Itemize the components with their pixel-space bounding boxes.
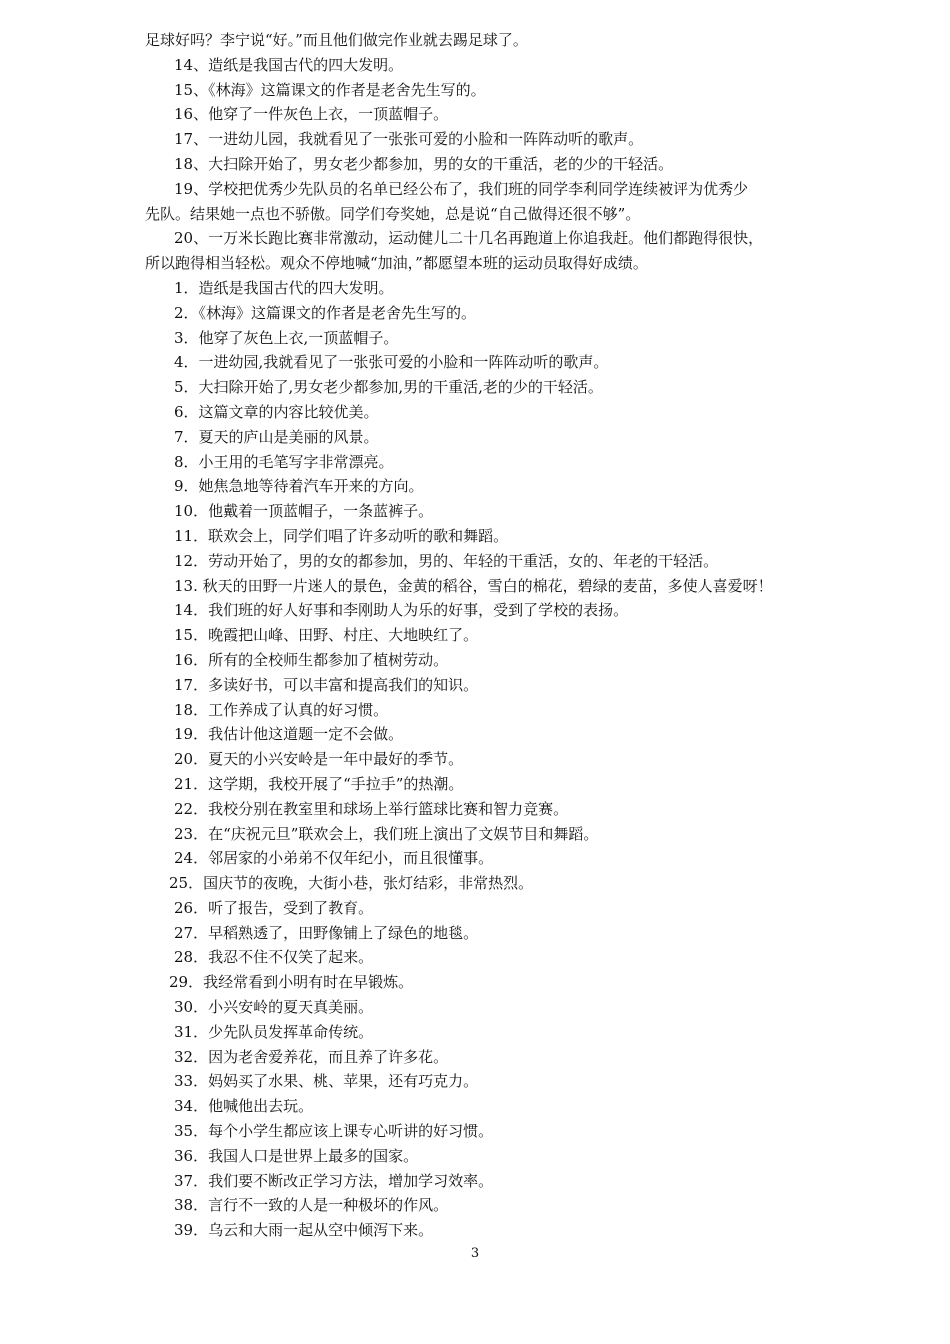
- text-line: 10．他戴着一顶蓝帽子，一条蓝裤子。: [174, 502, 434, 521]
- text-line: 27．早稻熟透了，田野像铺上了绿色的地毯。: [174, 923, 479, 942]
- text-line: 14、造纸是我国古代的四大发明。: [174, 55, 404, 74]
- text-line: 26．听了报告，受到了教育。: [174, 898, 374, 917]
- text-line: 2．《林海》这篇课文的作者是老舍先生写的。: [174, 303, 477, 322]
- text-line: 30．小兴安岭的夏天真美丽。: [174, 998, 374, 1017]
- text-line: 17．多读好书，可以丰富和提高我们的知识。: [174, 675, 479, 694]
- text-line: 38．言行不一致的人是一种极坏的作风。: [174, 1196, 449, 1215]
- text-line: 6．这篇文章的内容比较优美。: [174, 402, 379, 421]
- text-line: 24．邻居家的小弟弟不仅年纪小，而且很懂事。: [174, 849, 494, 868]
- text-line: 13. 秋天的田野一片迷人的景色，金黄的稻谷，雪白的棉花，碧绿的麦苗，多使人喜爱呀！: [174, 576, 773, 595]
- text-line: 5．大扫除开始了,男女老少都参加,男的干重活,老的少的干轻活。: [174, 378, 603, 397]
- text-line: 15、《林海》这篇课文的作者是老舍先生写的。: [174, 80, 486, 99]
- text-line: 20．夏天的小兴安岭是一年中最好的季节。: [174, 750, 464, 769]
- text-line: 25．国庆节的夜晚，大街小巷，张灯结彩，非常热烈。: [169, 874, 534, 893]
- text-line: 32．因为老舍爱养花，而且养了许多花。: [174, 1047, 449, 1066]
- text-line: 17、一进幼儿园，我就看见了一张张可爱的小脸和一阵阵动听的歌声。: [174, 130, 644, 149]
- text-line: 3．他穿了灰色上衣,一顶蓝帽子。: [174, 328, 399, 347]
- text-line: 14．我们班的好人好事和李刚助人为乐的好事，受到了学校的表扬。: [174, 601, 629, 620]
- text-line: 35．每个小学生都应该上课专心听讲的好习惯。: [174, 1122, 494, 1141]
- text-line: 1．造纸是我国古代的四大发明。: [174, 278, 394, 297]
- document-body: [145, 28, 825, 1243]
- text-line: 22．我校分别在教室里和球场上举行篮球比赛和智力竞赛。: [174, 799, 569, 818]
- page-number: 3: [470, 1246, 480, 1261]
- text-line: 18．工作养成了认真的好习惯。: [174, 700, 389, 719]
- text-line: 21．这学期，我校开展了“手拉手”的热潮。: [174, 774, 464, 793]
- text-line: 19、学校把优秀少先队员的名单已经公布了，我们班的同学李利同学连续被评为优秀少: [174, 179, 749, 198]
- text-line: 7．夏天的庐山是美丽的风景。: [174, 427, 379, 446]
- text-line: 9．她焦急地等待着汽车开来的方向。: [174, 477, 424, 496]
- text-line: 34．他喊他出去玩。: [174, 1097, 314, 1116]
- text-line: 16．所有的全校师生都参加了植树劳动。: [174, 650, 449, 669]
- text-line: 31．少先队员发挥革命传统。: [174, 1022, 374, 1041]
- text-line: 23．在“庆祝元旦”联欢会上，我们班上演出了文娱节目和舞蹈。: [174, 824, 599, 843]
- text-line: 12．劳动开始了，男的女的都参加，男的、年轻的干重活，女的、年老的干轻活。: [174, 551, 719, 570]
- text-line: 11．联欢会上，同学们唱了许多动听的歌和舞蹈。: [174, 526, 509, 545]
- text-line: 16、他穿了一件灰色上衣，一顶蓝帽子。: [174, 105, 449, 124]
- text-line: 18、大扫除开始了，男女老少都参加，男的女的干重活，老的少的干轻活。: [174, 154, 674, 173]
- text-line: 36．我国人口是世界上最多的国家。: [174, 1146, 419, 1165]
- text-line: 4．一进幼园,我就看见了一张张可爱的小脸和一阵阵动听的歌声。: [174, 353, 609, 372]
- text-line: 所以跑得相当轻松。观众不停地喊“加油，”都愿望本班的运动员取得好成绩。: [145, 254, 648, 273]
- text-line: 20、一万米长跑比赛非常激动，运动健儿二十几名再跑道上你追我赶。他们都跑得很快，: [174, 229, 764, 248]
- text-line: 先队。结果她一点也不骄傲。同学们夸奖她，总是说“自己做得还很不够”。: [145, 204, 641, 223]
- text-line: 37．我们要不断改正学习方法，增加学习效率。: [174, 1171, 494, 1190]
- text-line: 19．我估计他这道题一定不会做。: [174, 725, 404, 744]
- text-line: 28．我忍不住不仅笑了起来。: [174, 948, 374, 967]
- text-line: 39．乌云和大雨一起从空中倾泻下来。: [174, 1221, 434, 1240]
- text-line: 15．晚霞把山峰、田野、村庄、大地映红了。: [174, 626, 479, 645]
- text-line: 29．我经常看到小明有时在早锻炼。: [169, 973, 414, 992]
- text-line: 8．小王用的毛笔写字非常漂亮。: [174, 452, 394, 471]
- text-line: 足球好吗？李宁说“好。”而且他们做完作业就去踢足球了。: [145, 31, 528, 49]
- text-line: 33．妈妈买了水果、桃、苹果，还有巧克力。: [174, 1072, 479, 1091]
